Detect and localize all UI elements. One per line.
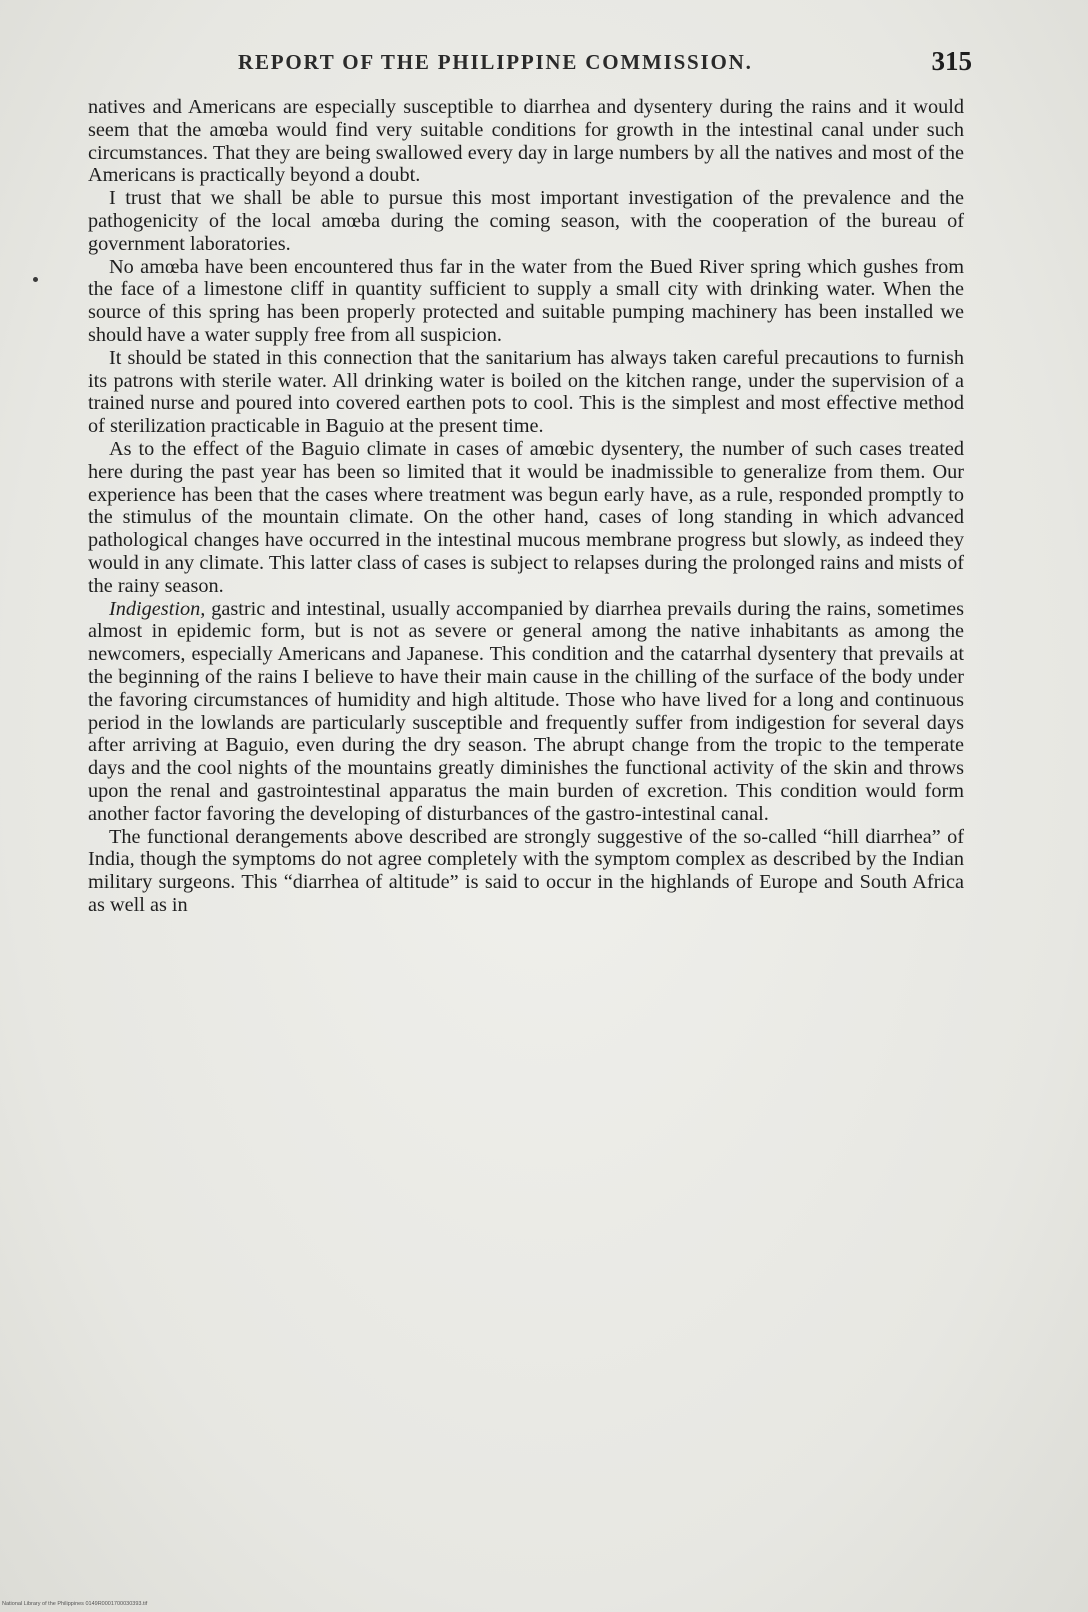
body-text bbox=[88, 96, 964, 917]
paragraph-indigestion bbox=[88, 598, 964, 826]
paragraph-investigation: I trust that we shall be able to pursue this most important investigation of the prevalence and the pathogenicity of the local amœba during the coming season, with the cooperation of the bureau of government laboratories. bbox=[88, 187, 964, 255]
paragraph-amoebic-dysentery: As to the effect of the Baguio climate in cases of amœbic dysentery, the number of such cases treated here during the past year has been so limited that it would be inadmissible to generalize from them. Our experience has been that the cases where treatment was begun early have, as a rule, responded promptly to the stimulus of the mountain climate. On the other hand, cases of long standing in which advanced pathological changes have occurred in the intestinal mucous membrane progress but slowly, as indeed they would in any climate. This latter class of cases is subject to relapses during the prolonged rains and mists of the rainy season. bbox=[88, 437, 964, 597]
indigestion-text: gastric and intestinal, usually accompanied by diarrhea prevails during the rains, sometimes almost in epidemic form, but is not as severe or general among the native inhabitants as among the newcomers, especially Americans and Japanese. This condition and the catarrhal dysentery that prevails at the beginning of the rains I believe to have their main cause in the chilling of the surface of the body under the favoring circumstances of humidity and high altitude. Those who have lived for a long and continuous period in the lowlands are particularly susceptible and frequently suffer from indigestion for several days after arriving at Baguio, even during the dry season. The abrupt change from the tropic to the temperate days and the cool nights of the mountains greatly diminishes the functional activity of the skin and throws upon the renal and gastrointestinal apparatus the main burden of excretion. This condition would form another factor favoring the developing of disturbances of the gastro-intestinal canal. bbox=[88, 597, 964, 825]
paragraph-sterile-water: It should be stated in this connection that the sanitarium has always taken careful precautions to furnish its patrons with sterile water. All drinking water is boiled on the kitchen range, under the supervision of a trained nurse and poured into covered earthen pots to cool. This is the simplest and most effective method of sterilization practicable in Baguio at the present time. bbox=[88, 346, 964, 438]
page-number: 315 bbox=[931, 46, 972, 76]
page-header bbox=[90, 46, 972, 78]
paragraph-continuation: natives and Americans are especially susceptible to diarrhea and dysentery during the rains and it would seem that the amœba would find very suitable conditions for growth in the intestinal canal under such circumstances. That they are being swallowed every day in large numbers by all the natives and most of the Americans is practically beyond a doubt. bbox=[88, 96, 964, 187]
paragraph-hill-diarrhea: The functional derangements above described are strongly suggestive of the so-called “hill diarrhea” of India, though the symptoms do not agree completely with the symptom complex as described by the Indian military surgeons. This “diarrhea of altitude” is said to occur in the highlands of Europe and South Africa as well as in bbox=[88, 825, 964, 916]
margin-mark bbox=[33, 277, 38, 282]
paragraph-bued-river: No amœba have been encountered thus far in the water from the Bued River spring which gushes from the face of a limestone cliff in quantity sufficient to supply a small city with drinking water. When the source of this spring has been properly protected and suitable pumping machinery has been installed we should have a water supply free from all suspicion. bbox=[88, 255, 964, 346]
scan-footer-tag: National Library of the Philippines 0149R0001700030393.tif bbox=[2, 1601, 148, 1607]
running-head: REPORT OF THE PHILIPPINE COMMISSION. bbox=[238, 50, 753, 74]
indigestion-heading: Indigestion, bbox=[109, 597, 206, 620]
